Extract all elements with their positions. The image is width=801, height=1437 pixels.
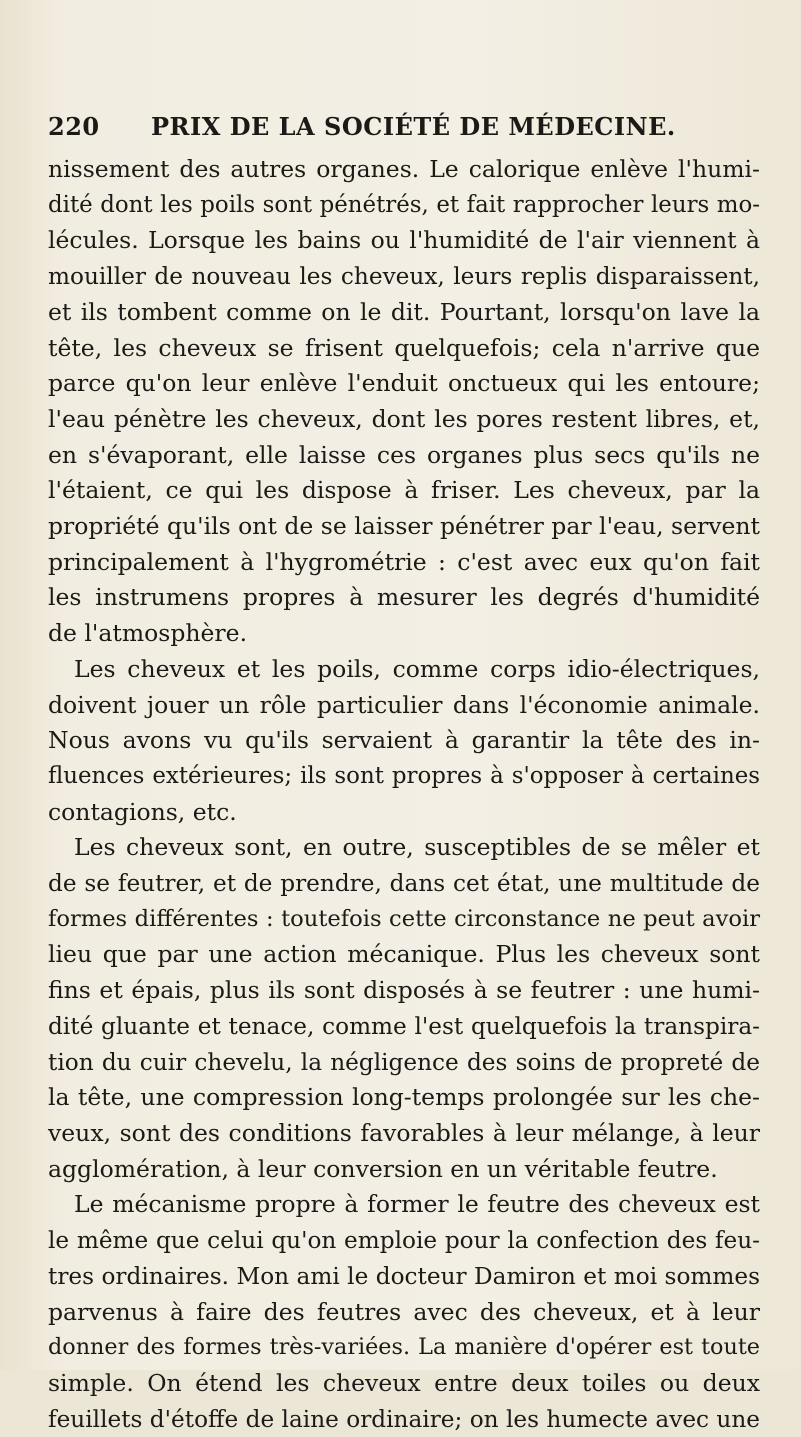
running-title: PRIX DE LA SOCIÉTÉ DE MÉDECINE. [151, 112, 676, 141]
text-line: Nous avons vu qu'ils servaient à garantir la tête des in- [48, 726, 760, 755]
text-line: nissement des autres organes. Le calorique enlève l'humi- [48, 155, 760, 183]
text-line: formes différentes : toutefois cette circonstance ne peut avoir [48, 905, 760, 932]
paragraph-end-line: agglomération, à leur conversion en un véritable feutre. [48, 1154, 718, 1183]
text-line: de se feutrer, et de prendre, dans cet état, une multitude de [48, 870, 760, 898]
text-line: lécules. Lorsque les bains ou l'humidité de l'air viennent à [48, 226, 760, 255]
text-line: feuillets d'étoffe de laine ordinaire; on les humecte avec une [48, 1405, 760, 1433]
text-line: tête, les cheveux se frisent quelquefois; cela n'arrive que [48, 333, 760, 362]
text-line: et ils tombent comme on le dit. Pourtant, lorsqu'on lave la [48, 297, 760, 326]
text-line: fluences extérieures; ils sont propres à s'opposer à certaines [48, 762, 760, 789]
text-line: parvenus à faire des feutres avec des cheveux, et à leur [48, 1297, 760, 1326]
text-line: tion du cuir chevelu, la négligence des soins de propreté de [48, 1048, 760, 1076]
text-line: l'étaient, ce qui les dispose à friser. Les cheveux, par la [48, 476, 760, 505]
text-line: principalement à l'hygrométrie : c'est avec eux qu'on fait [48, 547, 760, 576]
text-line: fins et épais, plus ils sont disposés à se feutrer : une humi- [48, 976, 760, 1005]
text-line: dité dont les poils sont pénétrés, et fait rapprocher leurs mo- [48, 191, 760, 218]
text-line: la tête, une compression long-temps prolongée sur les che- [48, 1083, 760, 1112]
text-line: le même que celui qu'on emploie pour la confection des feu- [48, 1227, 760, 1255]
text-line: l'eau pénètre les cheveux, dont les pores restent libres, et, [48, 404, 760, 433]
text-line: en s'évaporant, elle laisse ces organes plus secs qu'ils ne [48, 440, 760, 469]
paragraph-start-line: Le mécanisme propre à former le feutre des cheveux est [74, 1190, 760, 1219]
text-line: les instrumens propres à mesurer les degrés d'humidité [48, 583, 760, 612]
text-line: donner des formes très-variées. La manière d'opérer est toute [48, 1334, 760, 1361]
paragraph-start-line: Les cheveux et les poils, comme corps idio-électriques, [74, 654, 760, 683]
text-line: lieu que par une action mécanique. Plus les cheveux sont [48, 940, 760, 969]
text-line: simple. On étend les cheveux entre deux toiles ou deux [48, 1368, 760, 1397]
text-line: propriété qu'ils ont de se laisser pénétrer par l'eau, servent [48, 512, 760, 541]
page-number: 220 [48, 112, 100, 141]
text-line: dité gluante et tenace, comme l'est quelquefois la transpira- [48, 1012, 760, 1040]
text-line: veux, sont des conditions favorables à leur mélange, à leur [48, 1118, 760, 1147]
body-text [48, 152, 760, 1437]
paragraph-end-line: contagions, etc. [48, 797, 237, 826]
text-line: doivent jouer un rôle particulier dans l'économie animale. [48, 690, 760, 719]
paragraph-end-line: de l'atmosphère. [48, 619, 248, 648]
text-line: tres ordinaires. Mon ami le docteur Damiron et moi sommes [48, 1262, 760, 1290]
text-line: mouiller de nouveau les cheveux, leurs replis disparaissent, [48, 263, 760, 291]
text-line: parce qu'on leur enlève l'enduit onctueux qui les entoure; [48, 369, 760, 398]
paragraph-start-line: Les cheveux sont, en outre, susceptibles de se mêler et [74, 833, 760, 862]
